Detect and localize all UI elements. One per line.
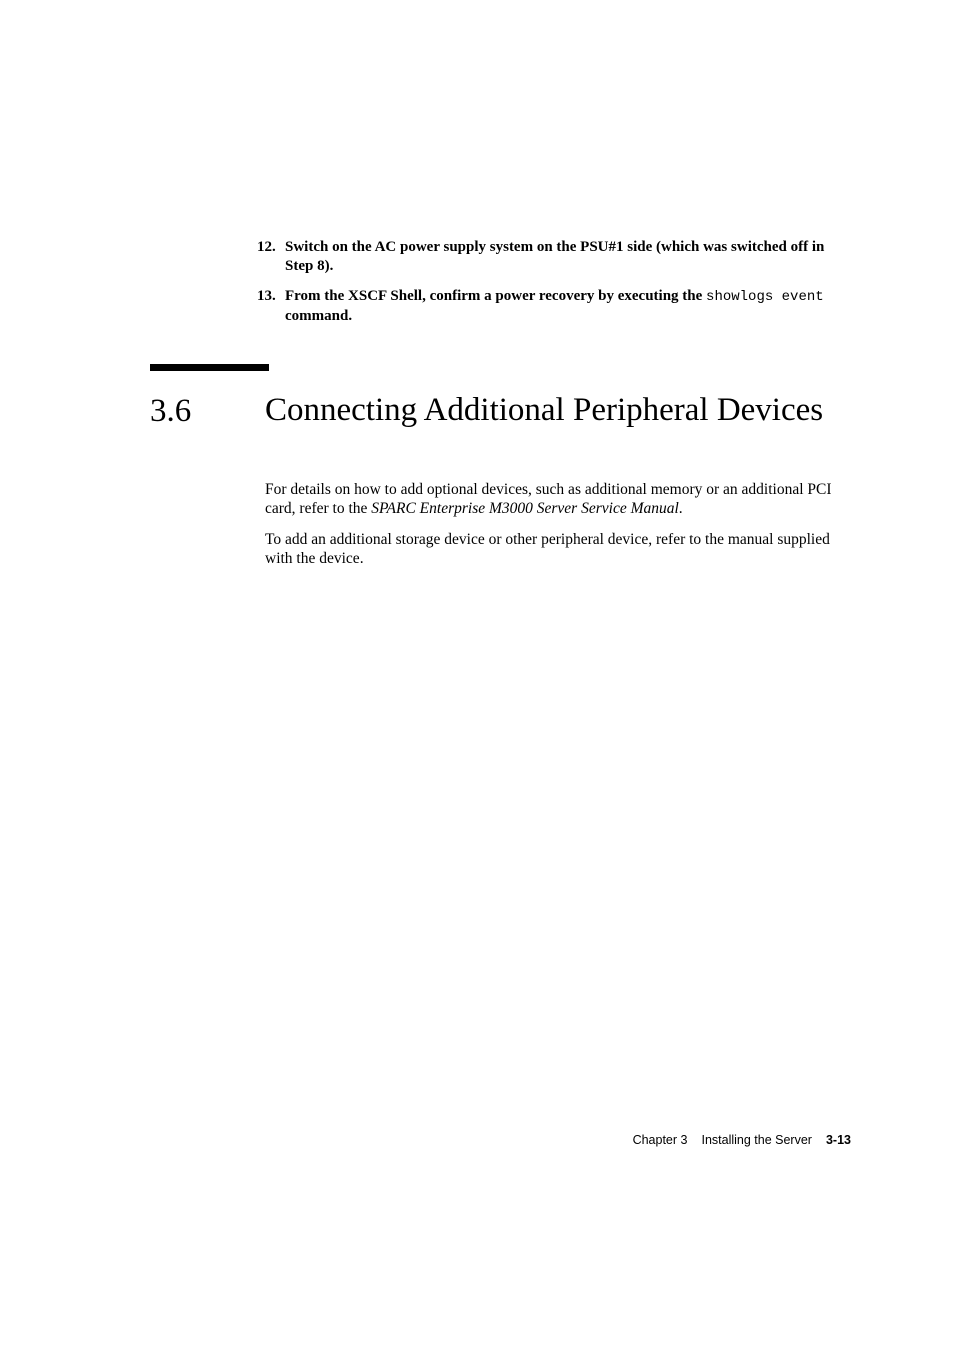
manual-title: SPARC Enterprise M3000 Server Service Manual (371, 499, 679, 517)
footer-page-number: 3-13 (825, 1133, 851, 1147)
page-footer (633, 1133, 851, 1147)
step-number: 13. (257, 288, 276, 304)
step-number: 12. (257, 239, 276, 255)
step-text-after: command. (285, 308, 353, 324)
footer-chapter: Chapter 3 (632, 1133, 688, 1147)
step-text-before: From the XSCF Shell, confirm a power recovery by executing the (285, 288, 707, 304)
paragraph-text-after: . (678, 499, 683, 517)
paragraph-optional-devices (265, 481, 855, 518)
section-title: Connecting Additional Peripheral Devices (265, 392, 824, 428)
step-text (285, 287, 855, 326)
command-code: showlogs event (706, 289, 824, 305)
section-number: 3.6 (150, 393, 192, 429)
paragraph-storage-devices: To add an additional storage device or other peripheral device, refer to the manual supplied with the device. (265, 531, 830, 567)
footer-chapter-title: Installing the Server (701, 1133, 812, 1147)
paragraph-text-before: For details on how to add optional devices, such as additional memory or an additional PCI card, refer to the (265, 481, 832, 517)
section-rule (150, 364, 269, 371)
step-text: Switch on the AC power supply system on the PSU#1 side (which was switched off in Step 8). (285, 239, 825, 274)
